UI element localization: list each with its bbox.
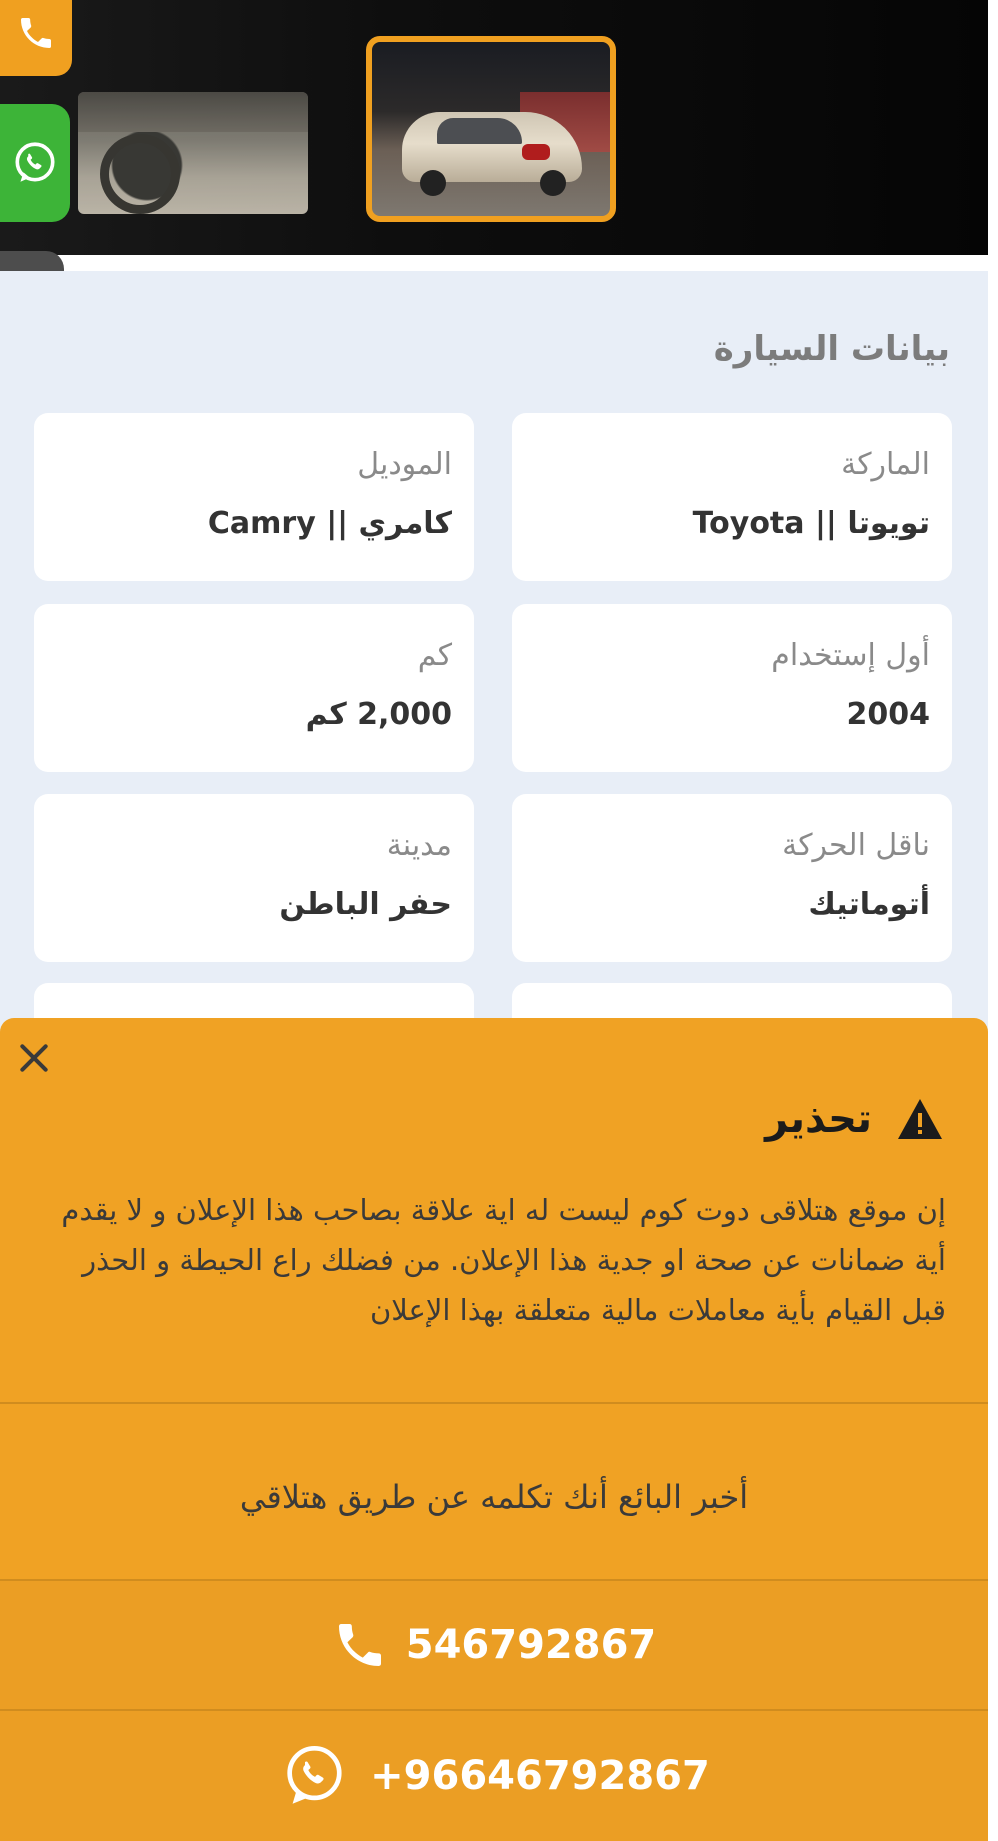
whatsapp-icon — [278, 1741, 348, 1811]
detail-card-mileage — [34, 604, 474, 772]
detail-card-transmission — [512, 794, 952, 962]
tell-seller-note: أخبر البائع أنك تكلمه عن طريق هتلاقي — [239, 1478, 749, 1516]
detail-value: 2,000 كم — [305, 697, 452, 732]
detail-value: كامري || Camry — [207, 506, 452, 541]
thumbnail-image-taillight — [522, 144, 550, 160]
gallery-thumbnail-active[interactable] — [366, 36, 616, 222]
warning-triangle-icon — [896, 1097, 944, 1141]
detail-card-city — [34, 794, 474, 962]
phone-icon — [16, 13, 56, 53]
thumbnail-image-dashboard — [78, 92, 308, 132]
thumbnail-image-tire — [420, 170, 446, 196]
detail-value: تويوتا || Toyota — [692, 506, 930, 541]
detail-label: أول إستخدام — [771, 638, 930, 673]
detail-value: حفر الباطن — [279, 887, 452, 922]
divider — [0, 1402, 988, 1404]
section-title: بيانات السيارة — [713, 329, 950, 369]
whatsapp-number: +96646792867 — [370, 1753, 710, 1799]
thumbnail-image-steering-wheel — [100, 134, 180, 214]
detail-value: 2004 — [846, 697, 930, 732]
detail-label: كم — [417, 638, 452, 673]
gallery-thumbnail-interior[interactable] — [78, 92, 308, 214]
detail-card-brand — [512, 413, 952, 581]
whatsapp-side-button[interactable] — [0, 104, 70, 222]
detail-value: أتوماتيك — [808, 887, 930, 922]
warning-title-row — [765, 1096, 944, 1142]
detail-label: ناقل الحركة — [782, 828, 930, 863]
warning-sheet — [0, 1018, 988, 1841]
warning-message: إن موقع هتلاقى دوت كوم ليست له اية علاقة بصاحب هذا الإعلان و لا يقدم أية ضمانات عن صحة او جدية هذا الإعلان. من فضلك راع الحيطة و الحذر قبل القيام بأية معاملات مالية متعلقة بهذا الإعلان — [61, 1193, 946, 1327]
detail-label: مدينة — [386, 828, 452, 863]
detail-label: الموديل — [357, 447, 452, 482]
detail-card-model — [34, 413, 474, 581]
whatsapp-seller-button[interactable] — [0, 1711, 988, 1841]
warning-title: تحذير — [765, 1096, 872, 1142]
whatsapp-icon — [10, 138, 60, 188]
phone-number: 546792867 — [405, 1622, 657, 1668]
phone-icon — [332, 1617, 388, 1673]
image-gallery — [0, 0, 988, 255]
detail-card-first-use — [512, 604, 952, 772]
car-details-section — [0, 271, 988, 1071]
detail-label: الماركة — [841, 447, 930, 482]
thumbnail-image-tire — [540, 170, 566, 196]
call-side-button[interactable] — [0, 0, 72, 76]
call-seller-button[interactable] — [0, 1581, 988, 1709]
close-icon[interactable] — [14, 1038, 54, 1078]
